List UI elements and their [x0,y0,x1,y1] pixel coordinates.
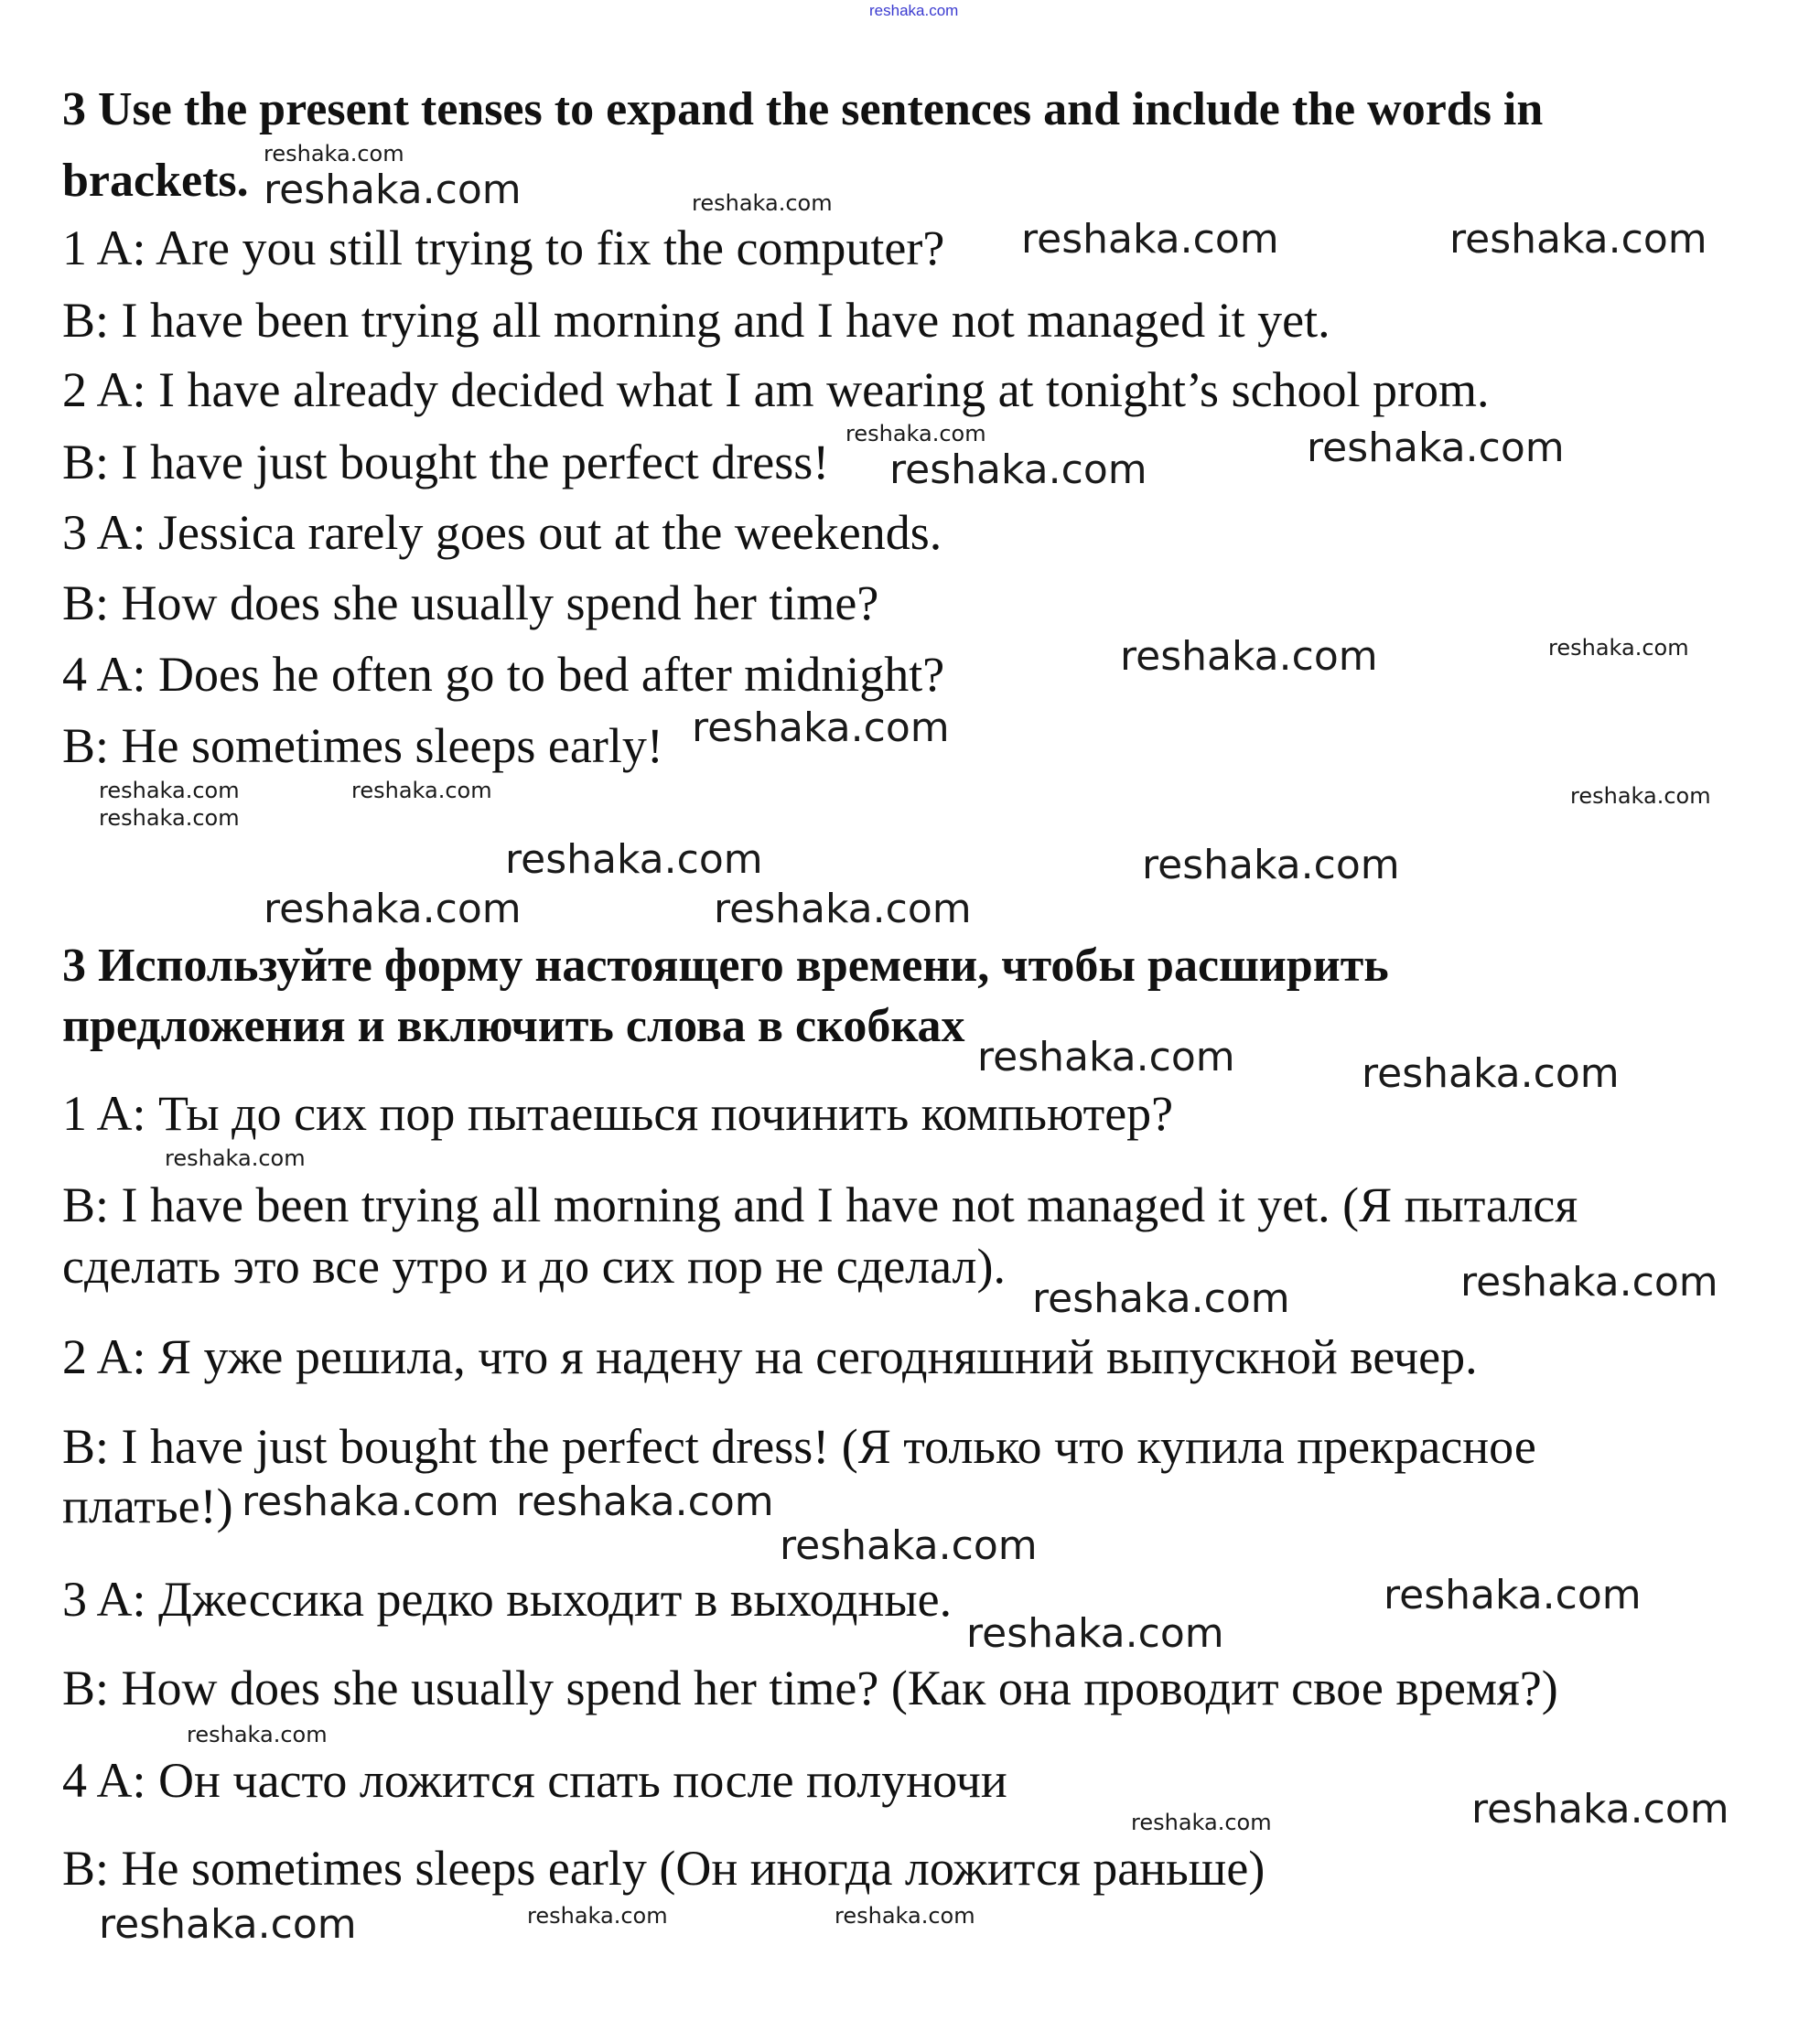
watermark: reshaka.com [264,141,404,167]
dialogue-line: 3 A: Джессика редко выходит в выходные. [62,1572,953,1627]
watermark: reshaka.com [505,836,763,883]
watermark: reshaka.com [1142,842,1400,888]
dialogue-line: платье!) [62,1478,233,1533]
dialogue-line: B: He sometimes sleeps early (Он иногда ложится раньше) [62,1841,1265,1896]
watermark: reshaka.com [835,1903,975,1929]
watermark: reshaka.com [1460,1259,1718,1306]
watermark: reshaka.com [351,778,492,803]
dialogue-line: 4 A: Does he often go to bed after midnight? [62,647,945,702]
dialogue-line: 1 A: Are you still trying to fix the computer? [62,220,945,275]
dialogue-line: B: He sometimes sleeps early! [62,718,663,773]
dialogue-line: 4 A: Он часто ложится спать после полуночи [62,1753,1007,1808]
watermark: reshaka.com [264,886,522,932]
watermark: reshaka.com [242,1478,500,1525]
watermark: reshaka.com [966,1610,1224,1657]
watermark: reshaka.com [1021,216,1279,263]
watermark: reshaka.com [977,1034,1235,1080]
dialogue-line: B: I have been trying all morning and I have not managed it yet. [62,293,1330,348]
watermark: reshaka.com [1570,783,1711,809]
watermark: reshaka.com [99,1901,357,1948]
watermark: reshaka.com [845,421,986,446]
watermark: reshaka.com [780,1522,1038,1569]
watermark: reshaka.com [187,1722,328,1747]
watermark: reshaka.com [1449,216,1707,263]
watermark: reshaka.com [1032,1275,1290,1322]
dialogue-line: B: I have just bought the perfect dress! (Я только что купила прекрасное [62,1419,1536,1474]
exercise-heading-ru-1: 3 Используйте форму настоящего времени, чтобы расширить [62,940,1389,992]
watermark: reshaka.com [1307,425,1565,471]
watermark: reshaka.com [1548,635,1689,661]
watermark: reshaka.com [527,1903,668,1929]
watermark: reshaka.com [692,704,950,751]
watermark: reshaka.com [714,886,972,932]
exercise-heading-en-2: brackets. [62,155,249,207]
watermark: reshaka.com [99,805,240,831]
watermark: reshaka.com [889,446,1147,493]
dialogue-line: 2 A: I have already decided what I am wearing at tonight’s school prom. [62,362,1490,417]
dialogue-line: B: I have been trying all morning and I have not managed it yet. (Я пытался [62,1177,1578,1232]
dialogue-line: B: How does she usually spend her time? [62,575,879,630]
watermark: reshaka.com [1384,1572,1642,1618]
watermark: reshaka.com [1131,1810,1272,1835]
watermark: reshaka.com [99,778,240,803]
watermark: reshaka.com [1471,1786,1729,1833]
dialogue-line: B: I have just bought the perfect dress! [62,435,830,489]
exercise-heading-en-1: 3 Use the present tenses to expand the sentences and include the words in [62,83,1544,135]
watermark: reshaka.com [1120,633,1378,680]
dialogue-line: 3 A: Jessica rarely goes out at the weekends. [62,505,942,560]
watermark: reshaka.com [692,190,833,216]
dialogue-line: 1 A: Ты до сих пор пытаешься починить компьютер? [62,1086,1174,1141]
site-link[interactable]: reshaka.com [869,2,959,19]
dialogue-line: сделать это все утро и до сих пор не сделал). [62,1239,1006,1294]
exercise-heading-ru-2: предложения и включить слова в скобках [62,1000,965,1052]
watermark: reshaka.com [1362,1050,1620,1097]
dialogue-line: B: How does she usually spend her time? (Как она проводит свое время?) [62,1661,1558,1715]
watermark: reshaka.com [516,1478,774,1525]
watermark: reshaka.com [165,1145,306,1171]
dialogue-line: 2 A: Я уже решила, что я надену на сегодняшний выпускной вечер. [62,1329,1478,1384]
watermark: reshaka.com [264,167,522,213]
